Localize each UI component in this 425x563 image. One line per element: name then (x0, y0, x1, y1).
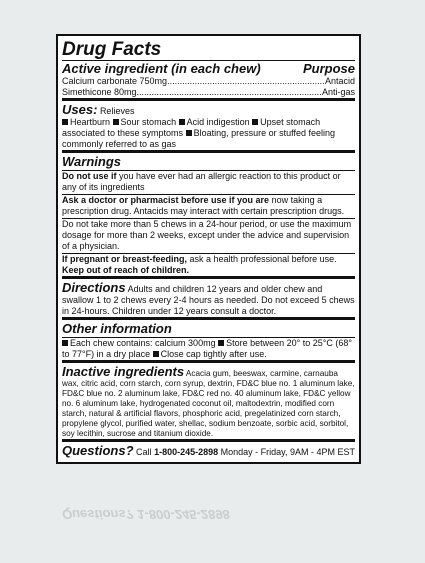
ingredient-row (62, 87, 355, 98)
ingredient-name: Simethicone 80mg (62, 87, 137, 97)
inactive-ingredients-text: Acacia gum, beeswax, carmine, carnauba wax, citric acid, corn starch, corn syrup, dextrin, FD&C blue no. 1 aluminum lake, FD&C blue no. 2 aluminum lake, FD&C red no. 40 aluminum lake, FD&C yellow no. 6 aluminum lake, hydrogenated coconut oil, maltodextrin, modified corn starch, natural & artificial flavors, phosphoric acid, pregelatinized corn starch, propylene glycol, purified water, shellac, sodium benzoate, sorbic acid, sorbitol, soy lecithin, sucrose and titanium dioxide. (62, 369, 355, 438)
bullet-square-icon (186, 130, 192, 136)
leader-dots (167, 76, 325, 87)
bullet-square-icon (153, 351, 159, 357)
bullet-square-icon (62, 119, 68, 125)
bullet-square-icon (218, 340, 224, 346)
phone-number: 1-800-245-2898 (154, 447, 219, 457)
drug-facts-panel (56, 34, 361, 464)
questions-heading: Questions? (62, 443, 134, 458)
ingredient-name: Calcium carbonate 750mg (62, 76, 168, 86)
drug-facts-title: Drug Facts (62, 39, 162, 60)
use-item: Upset stomach associated to these symptoms (62, 117, 321, 138)
inactive-ingredients-section (62, 360, 355, 439)
active-ingredient-header (62, 60, 355, 76)
bullet-square-icon (62, 340, 68, 346)
purpose-heading: Purpose (302, 61, 355, 76)
questions-hours: Monday - Friday, 9AM - 4PM EST (220, 447, 356, 457)
ingredient-row (62, 76, 355, 87)
leader-dots (137, 87, 322, 98)
other-information-heading: Other information (62, 321, 172, 336)
uses-intro: Relieves (99, 106, 135, 116)
directions-heading: Directions (62, 280, 126, 295)
info-item: Store between 20° to 25°C (68° to 77°F) in a dry place (62, 338, 352, 359)
warnings-heading: Warnings (62, 154, 121, 169)
dosage-warning-text: Do not take more than 5 chews in a 24-hour period, or use the maximum dosage for more than 2 weeks, except under the advice and supervision of a physician. (62, 219, 352, 251)
info-item: Close cap tightly after use. (160, 349, 267, 359)
bullet-square-icon (252, 119, 258, 125)
directions-text: Adults and children 12 years and older chew and swallow 1 to 2 chews every 2-4 hours as needed. Do not exceed 5 chews in 24-hours. Children under 12 years consult a doctor. (62, 284, 355, 316)
directions-section (62, 276, 355, 317)
uses-section (62, 98, 355, 150)
pregnancy-warning-text: If pregnant or breast-feeding, ask a health professional before use. (62, 254, 337, 264)
panel-reflection: Questions? 1-800-245-2898 (62, 507, 230, 522)
uses-list (62, 117, 355, 150)
bullet-square-icon (179, 119, 185, 125)
other-information-list (62, 338, 355, 360)
do-not-use-text: Do not use if you have ever had an allergic reaction to this product or any of its ingredients (62, 171, 341, 192)
use-item: Sour stomach (120, 117, 177, 127)
ask-doctor-text: Ask a doctor or pharmacist before use if you are now taking a prescription drug. Antacids may interact with certain prescription drugs. (62, 195, 345, 216)
questions-call-label: Call (136, 447, 152, 457)
use-item: Bloating, pressure or stuffed feeling commonly referred to as gas (62, 128, 335, 149)
bullet-square-icon (113, 119, 119, 125)
ingredient-purpose: Antacid (324, 76, 355, 86)
ingredient-purpose: Anti-gas (321, 87, 355, 97)
use-item: Heartburn (70, 117, 111, 127)
keep-out-text: Keep out of reach of children. (62, 265, 190, 275)
questions-section (62, 439, 355, 458)
active-ingredient-heading: Active ingredient (in each chew) (62, 61, 261, 76)
other-information-section (62, 317, 355, 360)
uses-heading: Uses: (62, 102, 98, 117)
use-item: Acid indigestion (186, 117, 250, 127)
info-item: Each chew contains: calcium 300mg (70, 338, 216, 348)
warnings-section (62, 150, 355, 276)
inactive-ingredients-heading: Inactive ingredients (62, 364, 185, 379)
